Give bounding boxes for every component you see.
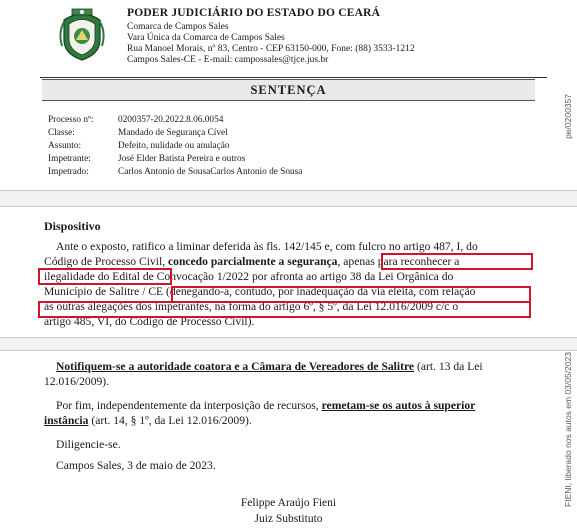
state-coat-of-arms-icon	[58, 6, 106, 62]
diligencie-line: Diligencie-se.	[56, 438, 121, 451]
header-line-comarca: Comarca de Campos Sales	[127, 22, 229, 32]
header-line-vara: Vara Única da Comarca de Campos Sales	[127, 33, 285, 43]
header-divider	[40, 77, 547, 78]
side-stamp-bottom: FIENI, liberado nos autos em 03/05/2023	[563, 352, 573, 507]
crop-edge	[0, 206, 577, 207]
notify-order: Notifiquem-se a autoridade coatora e a Câmara de Vereadores de Salitre	[56, 360, 415, 373]
meta-key: Processo nº:	[48, 115, 94, 125]
court-name: PODER JUDICIÁRIO DO ESTADO DO CEARÁ	[127, 7, 381, 19]
highlight-box-alegacoes	[38, 301, 531, 318]
crop-edge	[0, 350, 577, 351]
dispositivo-line: às outras alegações dos impetrantes, na forma do artigo 6º, § 5º, da Lei 12.016/2009 c/c o	[44, 300, 459, 313]
header-line-contact: Campos Sales-CE - E-mail: campossales@tjce.jus.br	[127, 55, 329, 65]
dispositivo-line: Ante o exposto, ratifico a liminar deferida às fls. 142/145 e, com fulcro no artigo 487, I, do	[56, 240, 478, 253]
header-line-address: Rua Manoel Morais, nº 83, Centro - CEP 63150-000, Fone: (88) 3533-1212	[127, 44, 415, 54]
section-heading-dispositivo: Dispositivo	[44, 219, 101, 233]
remit-order: remetam-se os autos à superior	[321, 399, 476, 412]
highlight-box-ilegalidade	[38, 268, 172, 285]
meta-key: Impetrante:	[48, 154, 91, 164]
meta-key: Impetrado:	[48, 167, 89, 177]
meta-key: Classe:	[48, 128, 75, 138]
judge-title: Juiz Substituto	[254, 513, 323, 525]
highlight-box-apenas	[381, 253, 533, 270]
document-title: SENTENÇA	[42, 79, 535, 101]
meta-value: Mandado de Segurança Cível	[118, 128, 228, 138]
meta-value: Defeito, nulidade ou anulação	[118, 141, 230, 151]
dispositivo-line: ilegalidade do Edital de Convocação 1/2022 por afronta ao artigo 38 da Lei Orgânica do	[44, 270, 454, 283]
place-date-line: Campos Sales, 3 de maio de 2023.	[56, 459, 216, 472]
crop-edge	[0, 337, 577, 338]
notification-paragraph: Notifiquem-se a autoridade coatora e a Câmara de Vereadores de Salitre (art. 13 da Lei 12.016/2009).	[44, 360, 483, 388]
dispositivo-line: Código de Processo Civil, concedo parcialmente a segurança, apenas para reconhecer a	[44, 255, 460, 268]
meta-value: José Elder Batista Pereira e outros	[118, 154, 246, 164]
side-stamp-top: pe/0200357	[563, 94, 573, 139]
judge-name: Felippe Araújo Fieni	[240, 497, 337, 509]
crop-edge	[0, 190, 577, 191]
granted-phrase: concedo parcialmente a segurança	[168, 255, 338, 268]
meta-key: Assunto:	[48, 141, 82, 151]
crop-separator	[0, 190, 577, 206]
dispositivo-line: artigo 485, VI, do Código de Processo Civil).	[44, 315, 255, 328]
remittance-paragraph: Por fim, independentemente da interposição de recursos, remetam-se os autos à superior instância (art. 14, § 1º, da Lei 12.016/2009).	[44, 399, 476, 427]
crop-separator	[0, 337, 577, 350]
meta-value: Carlos Antonio de SousaCarlos Antonio de Sousa	[118, 167, 303, 177]
meta-value: 0200357-20.2022.8.06.0054	[118, 115, 224, 125]
dispositivo-line: Município de Salitre / CE (denegando-a, contudo, por inadequação da via eleita, com relação	[44, 285, 476, 298]
